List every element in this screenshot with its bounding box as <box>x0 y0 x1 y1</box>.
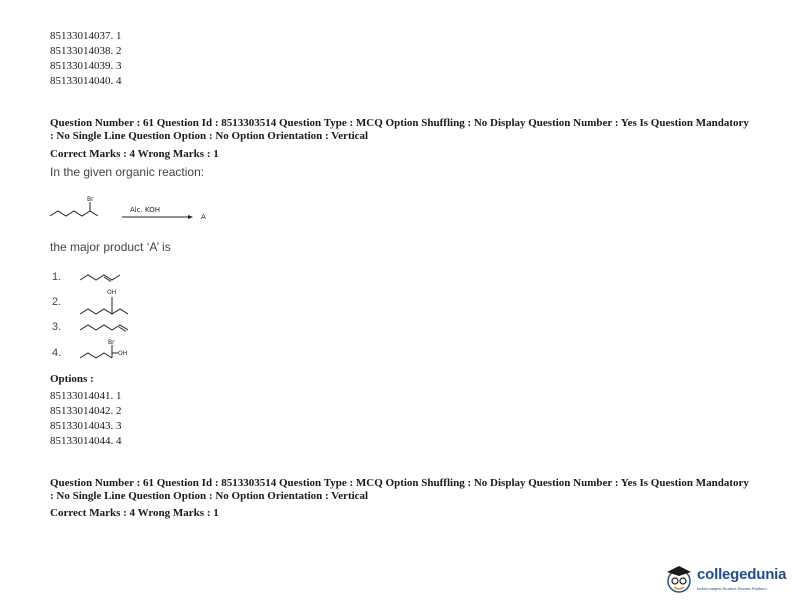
question-header: Question Number : 61 Question Id : 8513303514 Question Type : MCQ Option Shuffling : No Display Question Number : Yes Is Question Mandatory : No Single Line Question Option : No Option Orientation : Vertical <box>50 117 749 142</box>
option-line: 85133014044. 4 <box>50 435 122 447</box>
choice-3-structure <box>78 316 138 334</box>
reactant-structure <box>50 211 98 216</box>
logo-tagline: India's largest Student Review Platform <box>697 586 767 591</box>
options-list <box>50 389 122 449</box>
option-line: 85133014037. 1 <box>50 30 122 42</box>
reaction-scheme <box>40 190 230 230</box>
reactant-substituent-label: Br <box>87 196 94 203</box>
reagent-label: Alc. KOH <box>130 206 161 214</box>
choice-4-right-label: OH <box>118 350 128 357</box>
choice-2-structure <box>78 284 138 320</box>
option-line: 85133014040. 4 <box>50 75 122 87</box>
option-line: 85133014043. 3 <box>50 420 122 432</box>
logo-mascot-icon <box>664 562 694 596</box>
choice-4-structure <box>78 334 150 364</box>
option-line: 85133014041. 1 <box>50 390 122 402</box>
question-header: Question Number : 61 Question Id : 8513303514 Question Type : MCQ Option Shuffling : No Display Question Number : Yes Is Question Mandatory : No Single Line Question Option : No Option Orientation : Vertical <box>50 477 749 502</box>
question-prompt: the major product ‘A’ is <box>50 240 171 254</box>
choice-2-label: OH <box>107 289 117 296</box>
logo-brand-text: collegedunia <box>697 566 787 583</box>
question-marks: Correct Marks : 4 Wrong Marks : 1 <box>50 507 219 519</box>
choice-4-top-label: Br <box>108 339 115 346</box>
choice-number: 3. <box>52 321 62 333</box>
arrow-head-icon <box>188 215 193 219</box>
choice-1-structure <box>78 266 138 284</box>
product-label: A <box>201 213 206 221</box>
question-marks: Correct Marks : 4 Wrong Marks : 1 <box>50 148 219 160</box>
choice-number: 2. <box>52 296 62 308</box>
collegedunia-logo <box>664 562 788 602</box>
choice-number: 1. <box>52 271 62 283</box>
option-line: 85133014039. 3 <box>50 60 122 72</box>
prev-options-list <box>50 29 122 89</box>
option-line: 85133014038. 2 <box>50 45 122 57</box>
question-stem: In the given organic reaction: <box>50 165 205 179</box>
option-line: 85133014042. 2 <box>50 405 122 417</box>
choice-number: 4. <box>52 347 62 359</box>
options-label: Options : <box>50 373 94 385</box>
